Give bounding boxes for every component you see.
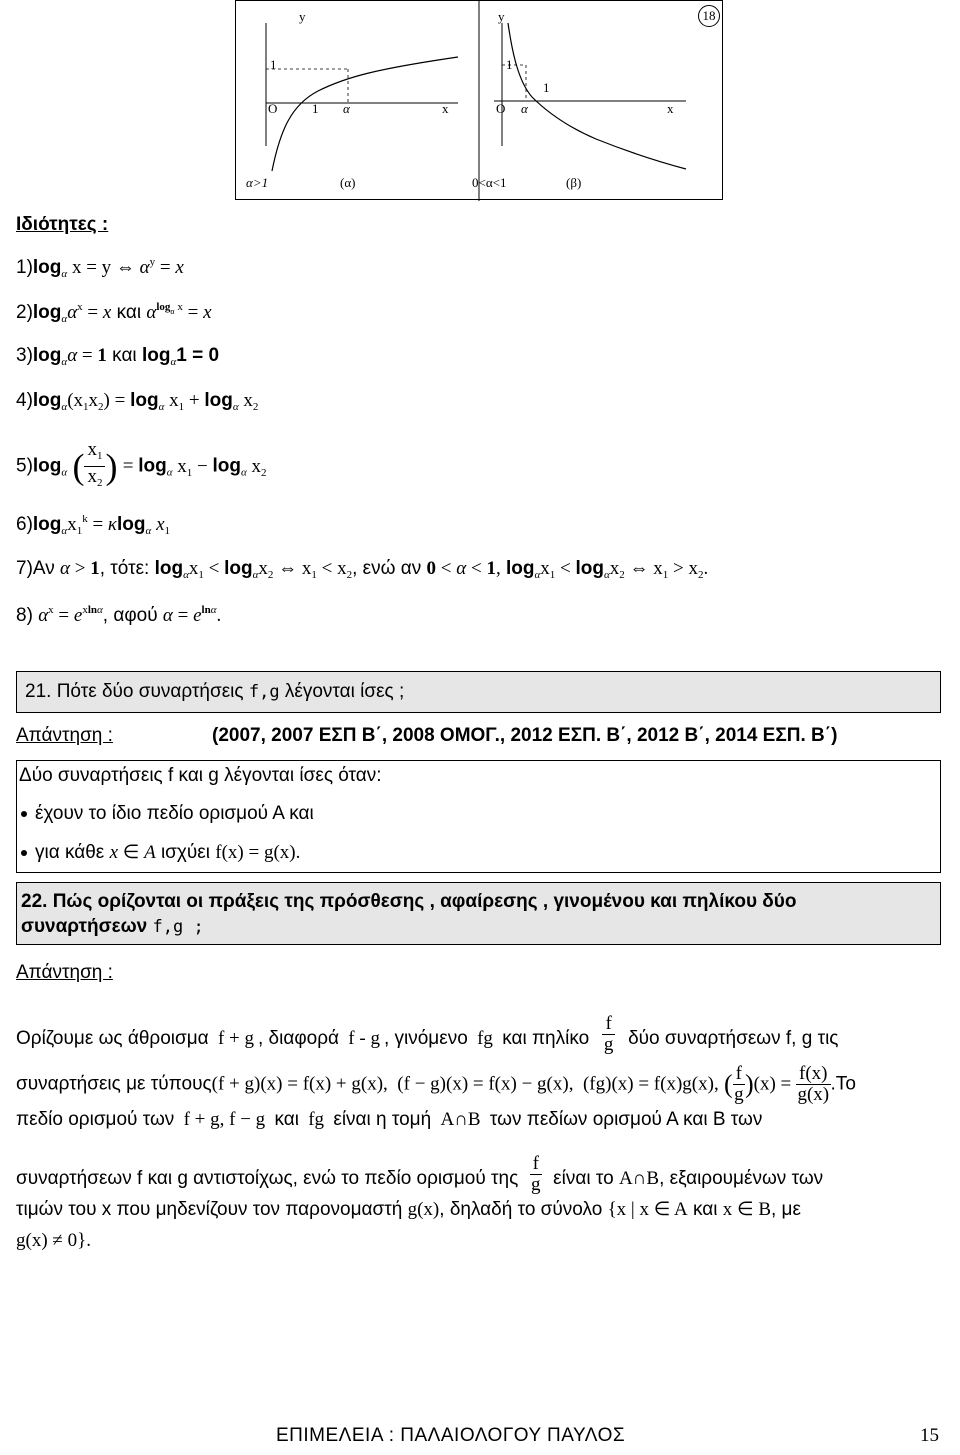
property-2-number: 2) [16, 302, 33, 323]
y-axis-label-a: y [299, 9, 306, 24]
question-22-box [16, 882, 941, 945]
log-curve-alpha-lt-1 [508, 23, 686, 169]
x-axis-label-a: x [442, 101, 449, 116]
q22-answer-label: Απάντηση : [16, 962, 113, 983]
origin-label-b: O [496, 101, 506, 116]
q22-t13: είναι το [553, 1168, 614, 1189]
question-22-line-2-wrap [21, 914, 936, 940]
q22-t1: Ορίζουμε ως άθροισμα [16, 1028, 209, 1049]
q22-t4: και πηλίκο [502, 1028, 590, 1049]
alpha-label-a: α [343, 101, 350, 116]
properties-title: Ιδιότητες : [16, 214, 109, 235]
one-x-label-b: 1 [543, 80, 550, 95]
property-8-since: , αφού [102, 605, 158, 626]
caption-b-tag: (β) [566, 175, 582, 190]
question-22-fg: f,g ; [152, 917, 204, 937]
caption-b-condition: 0<α<1 [472, 175, 507, 190]
q22-t6: συναρτήσεις με τύπους [16, 1073, 212, 1095]
q22-line-5: τιμών του x που μηδενίζουν τον παρονομαστή g(x), δηλαδή το σύνολο {x | x ∈ A και x ∈ B, με [16, 1199, 801, 1220]
log-graphs-svg [236, 1, 724, 201]
q21-bullet-2-start: για κάθε [35, 842, 105, 863]
property-6: $6)\log_\alpha x_1^k = \kappa\log_\alpha$ $x_1$ [16, 513, 170, 537]
log-graph-figure [235, 0, 723, 200]
property-4: $4)\log_\alpha(x_1x_2) = \log_\alpha x_1 + \log_\alpha x_2$ [16, 390, 259, 413]
q21-exams: (2007, 2007 ΕΣΠ Β΄, 2008 ΟΜΟΓ., 2012 ΕΣΠ. Β΄, 2012 Β΄, 2014 ΕΣΠ. Β΄) [212, 725, 838, 746]
question-21-text: 21. Πότε δύο συναρτήσεις [25, 681, 244, 702]
question-22-line-1: 22. Πώς ορίζονται οι πράξεις της πρόσθεσης , αφαίρεσης , γινομένου και πηλίκου δύο [21, 891, 797, 912]
property-7: 7)Αν α > 1, τότε: $\log_\alpha x_1 < \log_\alpha x_2$ ⇔ $x_1 < x_2$, ενώ αν 0 < α < 1, $\log_\alpha x_1 < \log_\alpha x_2$ ⇔ $x_1 > x_2$. [16, 558, 709, 581]
q22-t7: .Το [830, 1073, 856, 1095]
one-x-label-a: 1 [312, 101, 319, 116]
question-21-box [16, 671, 941, 713]
x-axis-label-b: x [667, 101, 674, 116]
q22-t5: δύο συναρτήσεων f, g τις [628, 1028, 839, 1049]
page-badge [698, 5, 720, 27]
origin-label-a: O [268, 101, 278, 116]
q22-line-4: συναρτήσεων f και g αντιστοίχως, ενώ το πεδίο ορισμού της $\frac{f}{g}$ είναι το A∩B, εξαιρουμένων των [16, 1153, 824, 1195]
property-8: 8) $\alpha^x = e^{xln\alpha}$, αφού $\alpha = e^{ln\alpha}$. [16, 604, 222, 626]
question-22-line-2: συναρτήσεων [21, 916, 148, 937]
q22-t8: πεδίο ορισμού των [16, 1109, 175, 1130]
q22-t16: , δηλαδή το σύνολο [439, 1199, 603, 1220]
q22-t15: τιμών του x που μηδενίζουν τον παρονομαστή [16, 1199, 403, 1220]
q21-bullet-1-text: έχουν το ίδιο πεδίο ορισμού Α και [35, 803, 314, 824]
property-5-number: 5) [16, 455, 33, 477]
q21-answer-label: Απάντηση : [16, 725, 113, 746]
q22-t12: συναρτήσεων f και g αντιστοίχως, ενώ το πεδίο ορισμού της [16, 1168, 519, 1189]
footer-page-number: 15 [920, 1425, 939, 1446]
property-3-and: και [112, 345, 137, 366]
one-label-b: 1 [506, 57, 513, 72]
q21-intro: Δύο συναρτήσεις f και g λέγονται ίσες όταν: [19, 765, 382, 786]
q22-t3: , γινόμενο [383, 1028, 468, 1049]
q22-t11: των πεδίων ορισμού Α και Β των [489, 1109, 763, 1130]
property-5: $5)\log_\alpha$ ( $\frac{x_1}{x_2}$ ) = $\log_\alpha x_1 - \log_\alpha x_2$ [16, 439, 267, 489]
q22-line-3: πεδίο ορισμού των f + g, f − g και fg είναι η τομή A∩B των πεδίων ορισμού Α και Β των [16, 1109, 763, 1130]
caption-a-tag: (α) [340, 175, 356, 190]
property-2: $2)\log_\alpha\alpha^x = x$ και $\alpha^{log_\alpha x} = x$ [16, 301, 212, 325]
property-1: $1)\log_\alpha$ x = y ⇔ $\alpha^y = x$ [16, 256, 184, 280]
q22-line-6: g(x) ≠ 0}. [16, 1230, 91, 1251]
footer-text: ΕΠΙΜΕΛΕΙΑ : ΠΑΛΑΙΟΛΟΓΟΥ ΠΑΥΛΟΣ [276, 1425, 626, 1446]
log-curve-alpha-gt-1 [272, 57, 458, 171]
property-4-number: 4) [16, 390, 33, 411]
property-7-then: , τότε: [99, 558, 150, 579]
q22-t10: είναι η τομή [333, 1109, 432, 1130]
y-axis-label-b: y [498, 9, 505, 24]
property-3: $3)\log_\alpha\alpha = 1$ και $\log_\alpha 1 = 0$ [16, 345, 220, 368]
property-7-while: , ενώ αν [352, 558, 422, 579]
caption-a-condition: α>1 [246, 175, 269, 190]
question-21-fg: f,g [248, 682, 280, 702]
q22-t14: , εξαιρουμένων των [659, 1168, 824, 1189]
q22-t17: και [693, 1199, 718, 1220]
property-2-and: και [116, 302, 142, 323]
property-7-number: 7)Αν [16, 558, 55, 579]
q22-line-2: συναρτήσεις με τύπους(f + g)(x) = f(x) + g(x), (f − g)(x) = f(x) − g(x), (fg)(x) = f(x)g(x), ( $\frac{f}{g}$ )(x) = $\frac{f(x)}{g(x)}$ .Το [16, 1063, 856, 1105]
bullet-icon [21, 811, 27, 817]
page-badge-number: 18 [702, 8, 716, 23]
question-21-end: λέγονται ίσες ; [284, 681, 405, 702]
q21-bullet-2: για κάθε x ∈ A ισχύει f(x) = g(x). [21, 841, 300, 864]
q21-bullet-1 [21, 803, 314, 825]
q21-bullet-2-mid: ισχύει [160, 842, 210, 863]
bullet-icon [21, 850, 27, 856]
property-6-number: 6) [16, 514, 33, 535]
alpha-label-b: α [521, 101, 528, 116]
q22-line-1: Ορίζουμε ως άθροισμα f + g , διαφορά f - g , γινόμενο fg και πηλίκο $\frac{f}{g}$ δύο συναρτήσεων f, g τις [16, 1013, 839, 1055]
q21-answer-box [16, 760, 941, 873]
property-3-number: 3) [16, 345, 33, 366]
property-1-number: 1) [16, 257, 33, 278]
q22-t9: και [274, 1109, 299, 1130]
property-8-number: 8) [16, 605, 33, 626]
one-label-a: 1 [270, 57, 277, 72]
q22-t18: , με [771, 1199, 801, 1220]
q22-t2: , διαφορά [257, 1028, 340, 1049]
